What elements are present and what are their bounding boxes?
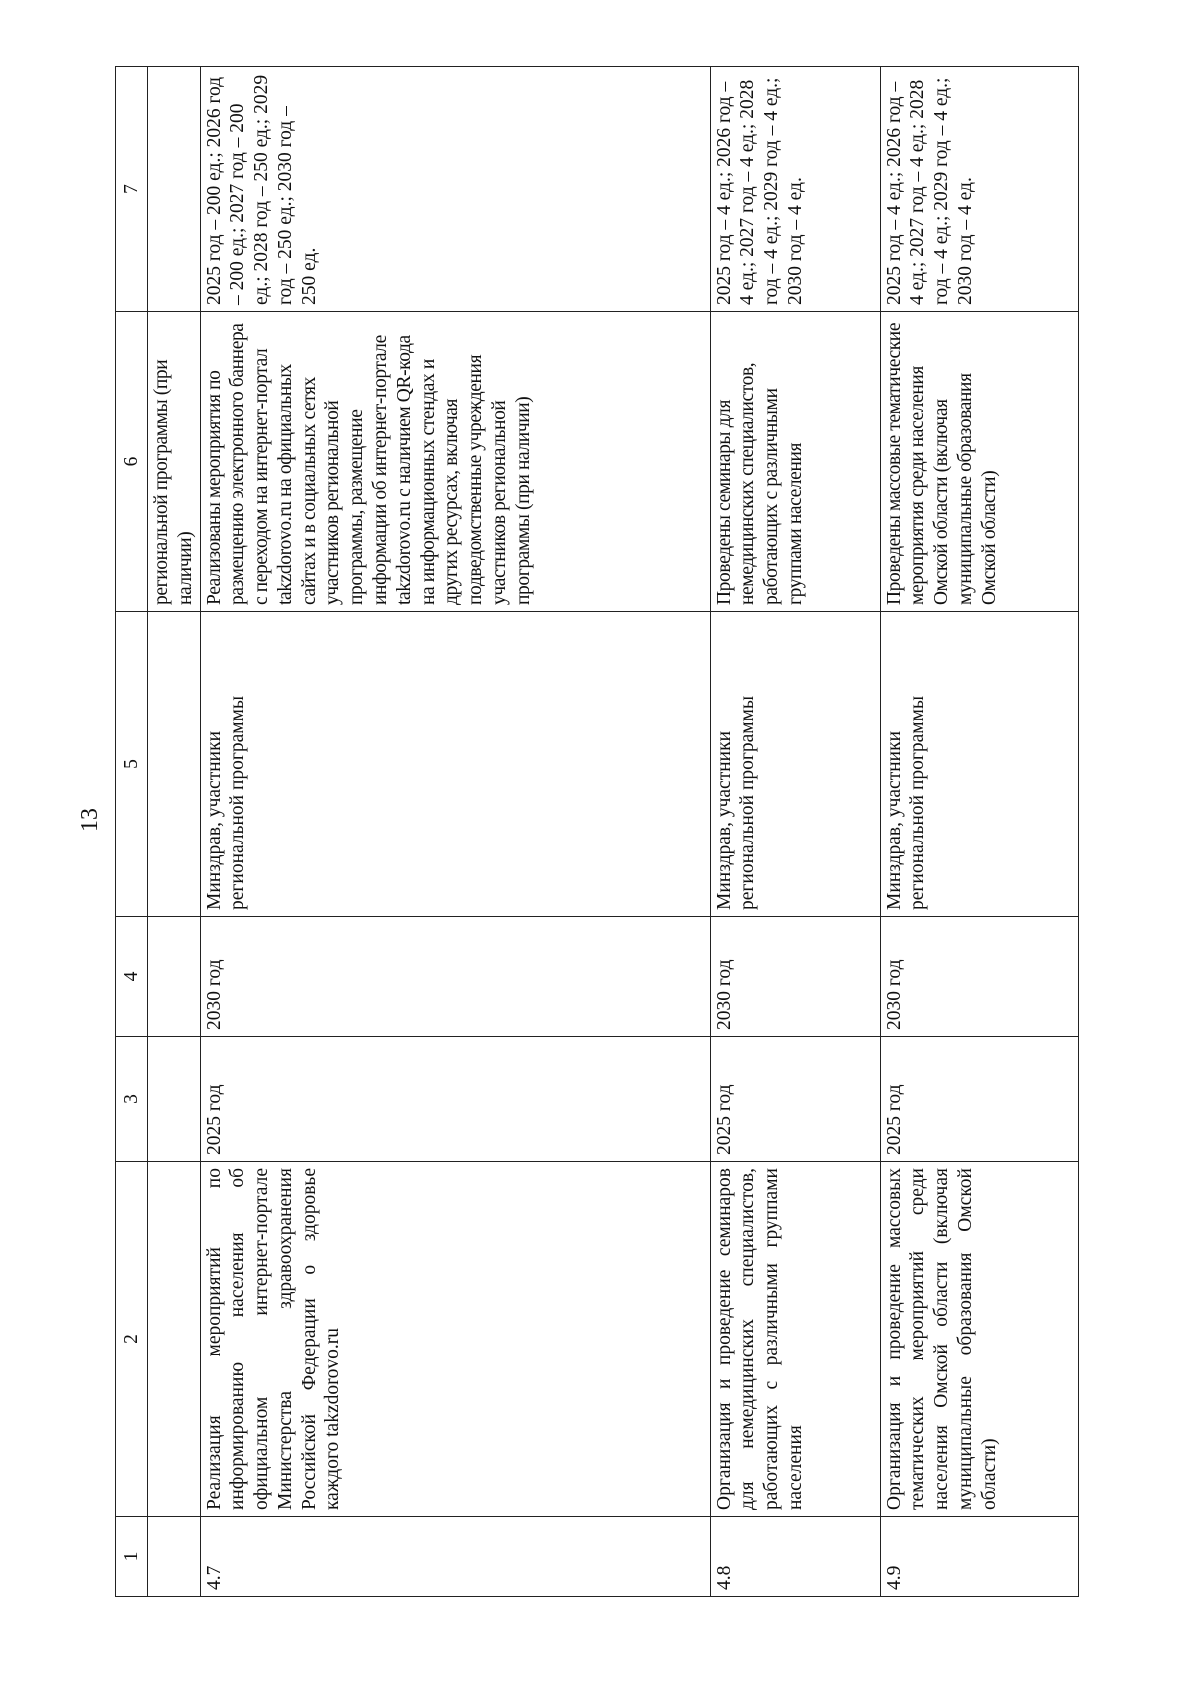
column-number-6: 6 xyxy=(116,312,148,612)
event-description: Организация и проведение семинаров для немедицинских специалистов, работающих с различными группами населения xyxy=(710,1162,880,1517)
column-number-4: 4 xyxy=(116,917,148,1037)
continuation-cell-3 xyxy=(148,1037,201,1162)
page-number: 13 xyxy=(76,808,103,832)
end-year: 2030 год xyxy=(200,917,710,1037)
indicators: 2025 год – 4 ед.; 2026 год – 4 ед.; 2027 год – 4 ед.; 2028 год – 4 ед.; 2029 год – 4 ед.; 2030 год – 4 ед. xyxy=(880,67,1078,312)
row-number: 4.8 xyxy=(710,1517,880,1597)
expected-result: Реализованы мероприятия по размещению электронного баннера с переходом на интернет-портал takzdorovo.ru на официальных сайтах и в социальных сетях участников региональной программы, размещение информации об интернет-портале takzdorovo.ru с наличием QR-кода на информационных стендах и других ресурсах, включая подведомственные учреждения участников региональной программы (при наличии) xyxy=(200,312,710,612)
column-number-2: 2 xyxy=(116,1162,148,1517)
column-number-5: 5 xyxy=(116,612,148,917)
indicators: 2025 год – 4 ед.; 2026 год – 4 ед.; 2027 год – 4 ед.; 2028 год – 4 ед.; 2029 год – 4 ед.; 2030 год – 4 ед. xyxy=(710,67,880,312)
start-year: 2025 год xyxy=(880,1037,1078,1162)
executors: Минздрав, участники региональной программы xyxy=(880,612,1078,917)
continuation-cell-7 xyxy=(148,67,201,312)
event-description: Организация и проведение массовых тематических мероприятий среди населения Омской области (включая муниципальные образования Омской области) xyxy=(880,1162,1078,1517)
end-year: 2030 год xyxy=(880,917,1078,1037)
continuation-cell-1 xyxy=(148,1517,201,1597)
executors: Минздрав, участники региональной программы xyxy=(710,612,880,917)
continuation-row xyxy=(148,67,201,1597)
rotated-table-wrapper xyxy=(115,67,1075,1597)
column-number-3: 3 xyxy=(116,1037,148,1162)
event-description: Реализация мероприятий по информированию населения об официальном интернет-портале Министерства здравоохранения Российской Федерации о здоровье каждого takzdorovo.ru xyxy=(200,1162,710,1517)
row-number: 4.9 xyxy=(880,1517,1078,1597)
end-year: 2030 год xyxy=(710,917,880,1037)
column-number-1: 1 xyxy=(116,1517,148,1597)
start-year: 2025 год xyxy=(710,1037,880,1162)
executors: Минздрав, участники региональной программы xyxy=(200,612,710,917)
expected-result: Проведены массовые тематические мероприятия среди населения Омской области (включая муниципальные образования Омской области) xyxy=(880,312,1078,612)
continuation-cell-5 xyxy=(148,612,201,917)
continuation-cell-2 xyxy=(148,1162,201,1517)
indicators: 2025 год – 200 ед.; 2026 год – 200 ед.; 2027 год – 200 ед.; 2028 год – 250 ед.; 2029 год – 250 ед.; 2030 год – 250 ед. xyxy=(200,67,710,312)
row-number: 4.7 xyxy=(200,1517,710,1597)
table-row xyxy=(200,67,710,1597)
continuation-result: региональной программы (при наличии) xyxy=(148,312,201,612)
start-year: 2025 год xyxy=(200,1037,710,1162)
expected-result: Проведены семинары для немедицинских специалистов, работающих с различными группами населения xyxy=(710,312,880,612)
events-table xyxy=(115,66,1079,1597)
table-row xyxy=(880,67,1078,1597)
table-row xyxy=(710,67,880,1597)
column-number-row xyxy=(116,67,148,1597)
column-number-7: 7 xyxy=(116,67,148,312)
continuation-cell-4 xyxy=(148,917,201,1037)
